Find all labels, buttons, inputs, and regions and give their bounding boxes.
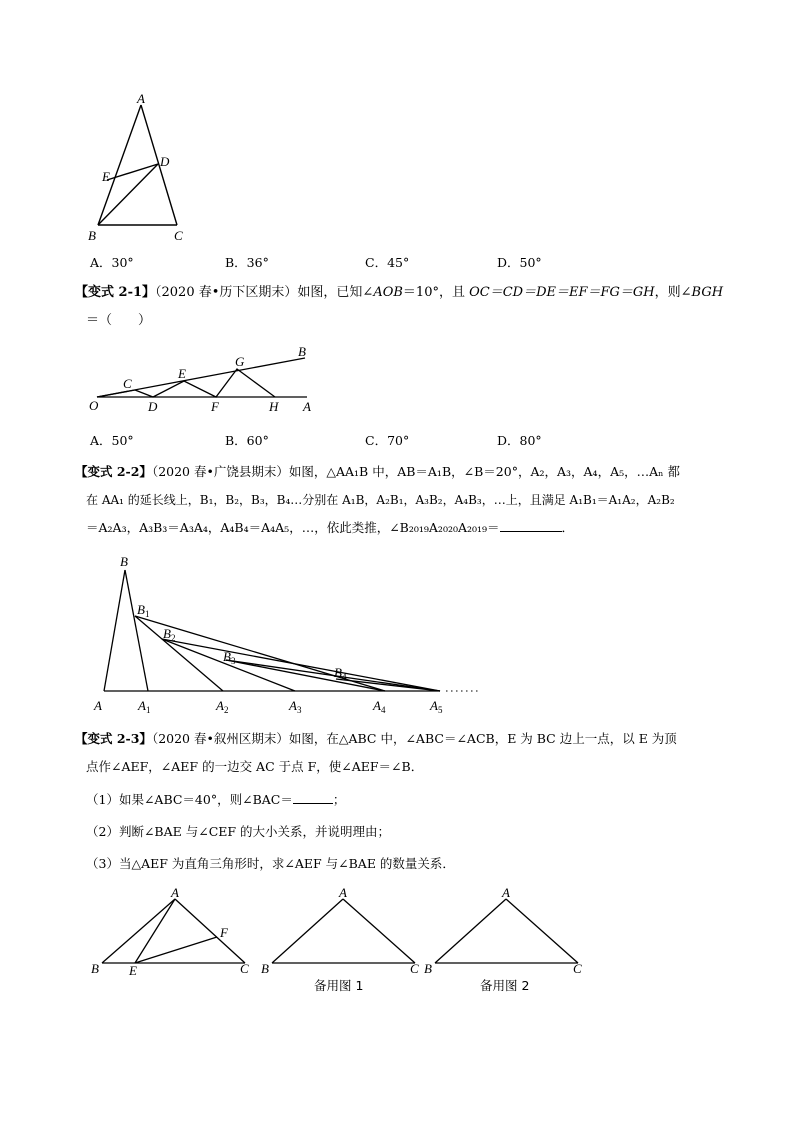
label-e: E <box>102 169 110 184</box>
label-a: A <box>137 91 145 106</box>
figure-angle-aob <box>85 340 330 415</box>
q2-line1 <box>75 284 723 302</box>
figure-triangle-chain <box>90 550 490 720</box>
q4-sub1-text: （1）如果∠ABC＝40°，则∠BAC＝ <box>86 792 293 807</box>
q4-line1 <box>75 730 677 748</box>
q3-answer-blank[interactable] <box>500 531 562 532</box>
figure-spare-1 <box>255 885 430 980</box>
q2-text-f: BGH <box>691 285 724 300</box>
q2-source: （2020 春•历下区期末） <box>155 285 298 300</box>
q3-line1 <box>75 463 680 481</box>
option-d[interactable]: D．50° <box>497 255 542 270</box>
q3-text-3-end: ． <box>561 520 575 535</box>
q2-line2: ＝（ ） <box>86 313 152 328</box>
label-g2: G <box>235 354 245 369</box>
caption-spare-1: 备用图 1 <box>314 978 364 993</box>
label-a4: A <box>171 885 179 900</box>
label-c5: C <box>410 961 419 976</box>
option-a[interactable]: A．30° <box>90 255 134 270</box>
q2-text-b: AOB <box>373 285 403 300</box>
label-a-2: $A_2$ <box>216 698 229 715</box>
q4-tag: 【变式 2-3】 <box>75 731 152 746</box>
option-c[interactable]: C．45° <box>365 255 410 270</box>
figure-triangle-abc-de <box>80 90 200 245</box>
label-a5: A <box>339 885 347 900</box>
q3-text-3: ＝A₂A₃，A₃B₃＝A₃A₄，A₄B₄＝A₄A₅，…，依此类推，∠B₂₀₁₉A₂₀₂₀A₂₀₁₉＝ <box>86 520 500 535</box>
q3-text-1: 如图，△AA₁B 中，AB＝A₁B，∠B＝20°，A₂，A₃，A₄，A₅，…Aₙ 都 <box>288 464 681 479</box>
label-b-3: $B_3$ <box>223 649 236 666</box>
q4-line2: 点作∠AEF，∠AEF 的一边交 AC 于点 F，使∠AEF＝∠B． <box>86 759 424 774</box>
q2-option-c[interactable]: C．70° <box>365 433 410 448</box>
label-b3: B <box>120 554 128 569</box>
label-h2: H <box>269 399 279 414</box>
q4-sub1-end: ； <box>332 792 346 807</box>
q4-sub3: （3）当△AEF 为直角三角形时，求∠AEF 与∠BAE 的数量关系． <box>86 856 455 871</box>
q4-sub1 <box>86 791 345 809</box>
label-c: C <box>174 228 183 243</box>
label-f4: F <box>220 925 228 940</box>
label-c2: C <box>123 376 132 391</box>
q4-sub2: （2）判断∠BAE 与∠CEF 的大小关系，并说明理由； <box>86 824 391 839</box>
q2-text-e: ，则∠ <box>654 285 692 300</box>
label-o: O <box>89 398 99 413</box>
q2-option-b[interactable]: B．60° <box>225 433 269 448</box>
label-b4: B <box>91 961 99 976</box>
q4-answer-blank[interactable] <box>293 803 333 804</box>
label-c4: C <box>240 961 249 976</box>
q3-source: （2020 春•广饶县期末） <box>151 464 289 479</box>
label-d2: D <box>148 399 158 414</box>
q2-text-d: OC＝CD＝DE＝EF＝FG＝GH <box>469 285 655 300</box>
figure-spare-2 <box>418 885 593 980</box>
q2-option-a[interactable]: A．50° <box>90 433 134 448</box>
label-b6: B <box>424 961 432 976</box>
label-e2: E <box>178 366 186 381</box>
label-b5: B <box>261 961 269 976</box>
q4-text-1: 如图，在△ABC 中，∠ABC＝∠ACB，E 为 BC 边上一点，以 E 为顶 <box>288 731 677 746</box>
label-b2: B <box>298 344 306 359</box>
label-a-5: $A_5$ <box>430 698 443 715</box>
q2-option-d[interactable]: D．80° <box>497 433 542 448</box>
label-b-4: $B_4$ <box>334 665 347 682</box>
q2-tag: 【变式 2-1】 <box>75 285 156 300</box>
label-f2: F <box>211 399 219 414</box>
q3-line3 <box>86 519 574 537</box>
figure-triangle-abc-ef <box>85 885 260 980</box>
label-a-1: $A_1$ <box>138 698 151 715</box>
q2-text-c: ＝10°，且 <box>402 285 470 300</box>
label-a6: A <box>502 885 510 900</box>
q3-tag: 【变式 2-2】 <box>75 464 152 479</box>
label-d: D <box>160 154 170 169</box>
q4-source: （2020 春•叙州区期末） <box>151 731 289 746</box>
label-b: B <box>88 228 96 243</box>
label-a-3: $A_3$ <box>289 698 302 715</box>
label-b-2: $B_2$ <box>163 626 176 643</box>
label-a-4: $A_4$ <box>373 698 386 715</box>
label-a3: A <box>94 698 102 713</box>
q2-text-a: 如图，已知∠ <box>297 285 374 300</box>
q3-line2: 在 AA₁ 的延长线上，B₁，B₂，B₃，B₄…分别在 A₁B，A₂B₁，A₃B₂，A₄B₃，…上，且满足 A₁B₁＝A₁A₂，A₂B₂ <box>86 493 675 507</box>
label-c6: C <box>573 961 582 976</box>
label-e4: E <box>129 963 137 978</box>
label-a2: A <box>303 399 311 414</box>
caption-spare-2: 备用图 2 <box>480 978 530 993</box>
option-b[interactable]: B．36° <box>225 255 269 270</box>
label-b1: $B_1$ <box>137 602 150 619</box>
